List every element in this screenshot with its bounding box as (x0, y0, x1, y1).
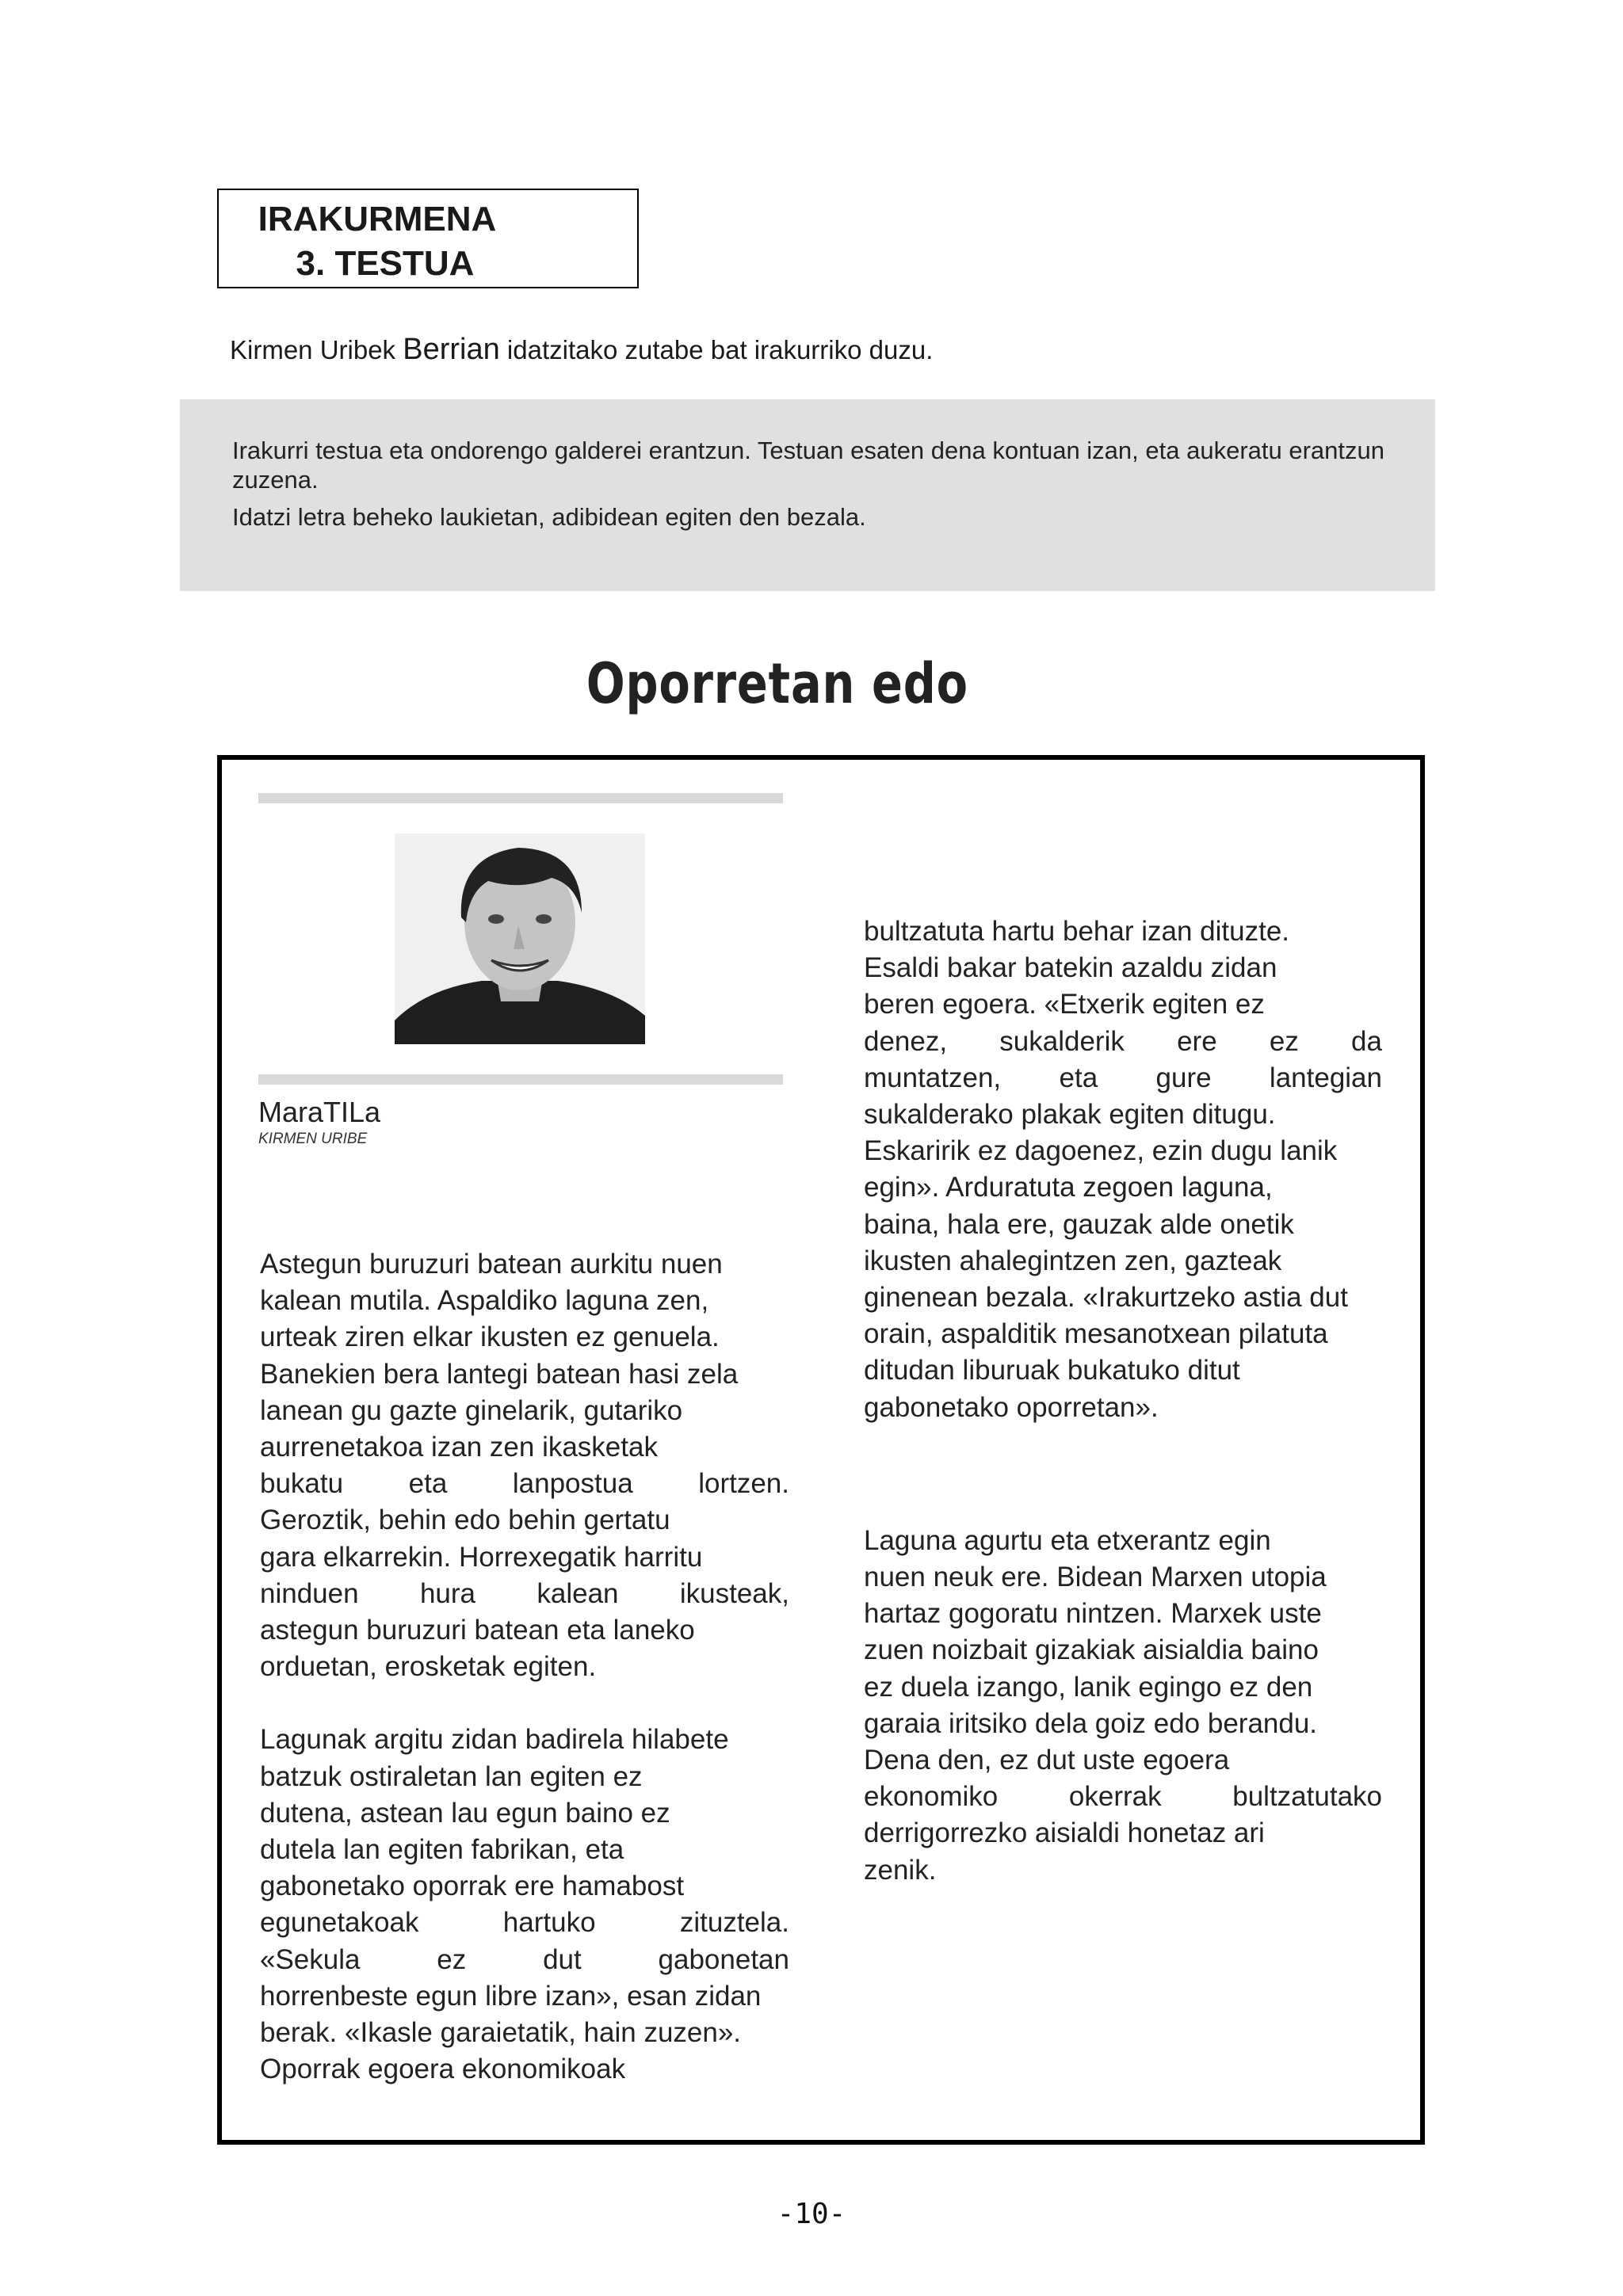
section-header-box (217, 189, 639, 288)
text-line: zenik. (864, 1854, 937, 1886)
section-heading: IRAKURMENA (258, 200, 497, 238)
text-line: Astegun buruzuri batean aurkitu nuen (260, 1249, 723, 1280)
text-line: denez, sukalderik ere ez da (864, 1025, 1382, 1057)
text-line: ikusten ahalegintzen zen, gazteak (864, 1245, 1282, 1276)
text-line: dutena, astean lau egun baino ez (260, 1797, 670, 1829)
text-line: beren egoera. «Etxerik egiten ez (864, 989, 1265, 1020)
text-line: orduetan, erosketak egiten. (260, 1651, 597, 1683)
text-line: gabonetako oporretan». (864, 1391, 1159, 1423)
author-photo (395, 833, 645, 1044)
divider-rule (258, 793, 783, 803)
column-name: MaraTILa (258, 1096, 381, 1128)
text-line: nuen neuk ere. Bidean Marxen utopia (864, 1562, 1327, 1593)
text-line: bukatu eta lanpostua lortzen. (260, 1468, 789, 1500)
text-line: egin». Arduratuta zegoen laguna, (864, 1172, 1273, 1203)
intro-before: Kirmen Uribek (230, 335, 403, 364)
paragraph (864, 913, 1382, 1426)
intro-source: Berrian (403, 333, 500, 366)
text-line: Dena den, ez dut uste egoera (864, 1745, 1230, 1776)
section-subheading: 3. TESTUA (296, 244, 475, 283)
text-line: batzuk ostiraletan lan egiten ez (260, 1760, 643, 1792)
text-line: baina, hala ere, gauzak alde onetik (864, 1208, 1294, 1240)
text-line: bultzatuta hartu behar izan dituzte. (864, 916, 1290, 947)
text-line: ez duela izango, lanik egingo ez den (864, 1671, 1313, 1703)
text-line: Lagunak argitu zidan badirela hilabete (260, 1724, 729, 1756)
instructions-line: Idatzi letra beheko laukietan, adibidean egiten den bezala. (232, 503, 866, 531)
article-title: Oporretan edo (586, 651, 968, 716)
text-line: zuen noizbait gizakiak aisialdia baino (864, 1634, 1319, 1666)
text-line: muntatzen, eta gure lantegian (864, 1062, 1382, 1093)
text-line: lanean gu gazte ginelarik, gutariko (260, 1394, 683, 1426)
text-line: egunetakoak hartuko zituztela. (260, 1907, 789, 1939)
text-line: Oporrak egoera ekonomikoak (260, 2054, 626, 2085)
page-number: -10- (777, 2198, 846, 2230)
paragraph (260, 1246, 789, 1685)
divider-rule (258, 1074, 783, 1085)
text-line: ninduen hura kalean ikusteak, (260, 1577, 789, 1609)
text-line: horrenbeste egun libre izan», esan zidan (260, 1980, 762, 2012)
text-line: derrigorrezko aisialdi honetaz ari (864, 1817, 1265, 1849)
article-frame (217, 755, 1425, 2145)
text-line: Banekien bera lantegi batean hasi zela (260, 1358, 739, 1390)
text-line: ekonomiko okerrak bultzatutako (864, 1781, 1382, 1813)
text-line: ginenean bezala. «Irakurtzeko astia dut (864, 1282, 1348, 1314)
text-line: Geroztik, behin edo behin gertatu (260, 1505, 670, 1536)
paragraph (864, 1523, 1382, 1889)
instructions-line: Irakurri testua eta ondorengo galderei erantzun. Testuan esaten dena kontuan izan, eta aukeratu erantzun zuzena. (232, 437, 1384, 494)
text-line: aurrenetakoa izan zen ikasketak (260, 1432, 658, 1463)
author-name: KIRMEN URIBE (258, 1131, 368, 1147)
text-line: berak. «Ikasle garaietatik, hain zuzen». (260, 2017, 742, 2049)
left-column (260, 1246, 789, 2088)
right-column (864, 913, 1382, 1889)
intro-after: idatzitako zutabe bat irakurriko duzu. (499, 335, 934, 364)
text-line: Laguna agurtu eta etxerantz egin (864, 1524, 1271, 1556)
text-line: hartaz gogoratu nintzen. Marxek uste (864, 1598, 1322, 1630)
text-line: garaia iritsiko dela goiz edo berandu. (864, 1707, 1318, 1739)
instructions-box (180, 399, 1435, 591)
intro-text (230, 333, 933, 367)
text-line: dutela lan egiten fabrikan, eta (260, 1834, 624, 1866)
text-line: «Sekula ez dut gabonetan (260, 1943, 789, 1975)
text-line: orain, aspalditik mesanotxean pilatuta (864, 1318, 1328, 1350)
text-line: gabonetako oporrak ere hamabost (260, 1871, 685, 1902)
paragraph (260, 1722, 789, 2088)
text-line: Eskaririk ez dagoenez, ezin dugu lanik (864, 1135, 1338, 1167)
portrait-image (395, 833, 645, 1044)
text-line: Esaldi bakar batekin azaldu zidan (864, 952, 1277, 984)
text-line: urteak ziren elkar ikusten ez genuela. (260, 1322, 720, 1353)
text-line: gara elkarrekin. Horrexegatik harritu (260, 1541, 703, 1573)
text-line: sukalderako plakak egiten ditugu. (864, 1099, 1276, 1131)
text-line: astegun buruzuri batean eta laneko (260, 1615, 695, 1646)
text-line: ditudan liburuak bukatuko ditut (864, 1355, 1240, 1386)
text-line: kalean mutila. Aspaldiko laguna zen, (260, 1285, 709, 1317)
